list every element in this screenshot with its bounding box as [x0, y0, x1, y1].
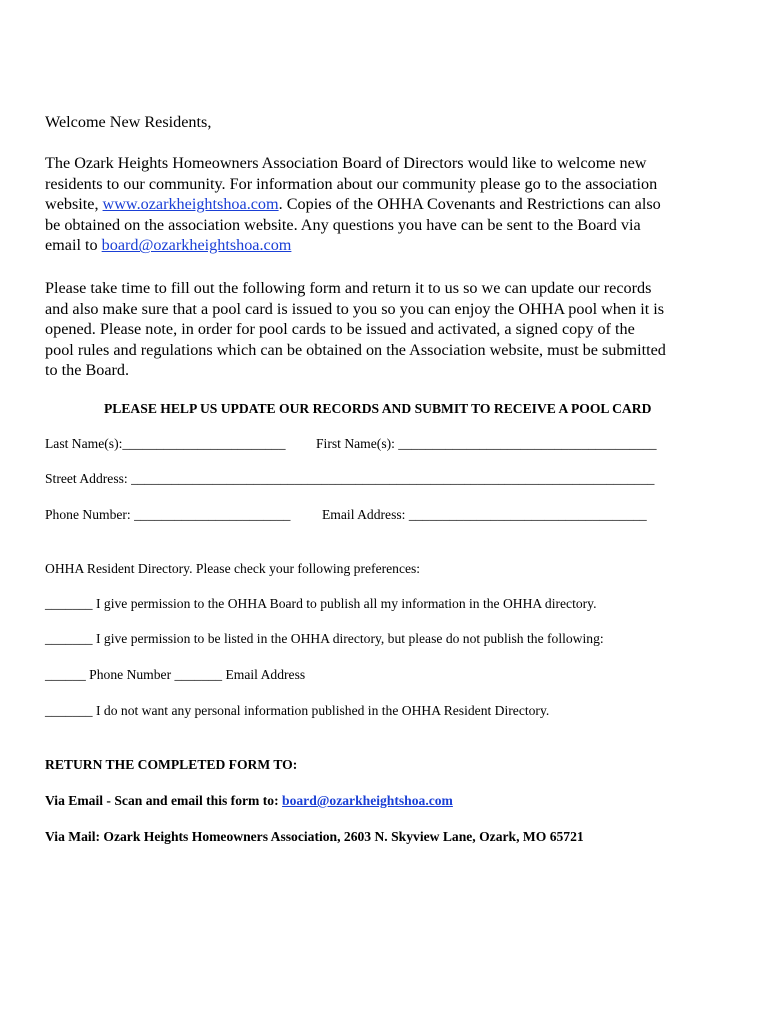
instructions-line-3: opened. Please note, in order for pool cards to be issued and activated, a signed copy of the: [45, 320, 635, 339]
board-email-link[interactable]: board@ozarkheightshoa.com: [101, 236, 292, 255]
directory-option-partial[interactable]: _______ I give permission to be listed in the OHHA directory, but please do not publish the following:: [45, 631, 604, 646]
instructions-line-2: and also make sure that a pool card is issued to you so you can enjoy the OHHA pool when it is: [45, 299, 665, 318]
last-name-field[interactable]: Last Name(s):________________________: [45, 436, 286, 451]
intro-line-5: [45, 235, 735, 256]
return-heading: RETURN THE COMPLETED FORM TO:: [45, 757, 298, 772]
directory-intro: OHHA Resident Directory. Please check your following preferences:: [45, 561, 421, 576]
intro-line-3-end: . Copies of the OHHA Covenants and Restrictions can also: [278, 195, 661, 214]
intro-line-1: The Ozark Heights Homeowners Association Board of Directors would like to welcome new: [45, 154, 647, 172]
intro-line-4: be obtained on the association website. Any questions you have can be sent to the Board via: [45, 215, 641, 234]
instructions-line-1: Please take time to fill out the following form and return it to us so we can update our records: [45, 279, 652, 297]
intro-paragraph: [45, 153, 735, 256]
first-name-field[interactable]: First Name(s): ______________________________________: [316, 436, 657, 451]
return-via-email: [45, 793, 453, 809]
directory-option-exclude-fields[interactable]: ______ Phone Number _______ Email Address: [45, 667, 306, 682]
via-email-label: Via Email - Scan and email this form to:: [45, 793, 283, 808]
return-via-mail: Via Mail: Ozark Heights Homeowners Association, 2603 N. Skyview Lane, Ozark, MO 65721: [45, 829, 584, 844]
intro-line-5-start: email to: [45, 236, 102, 255]
greeting: Welcome New Residents,: [45, 113, 212, 131]
instructions-line-5: to the Board.: [45, 361, 130, 380]
return-email-link[interactable]: board@ozarkheightshoa.com: [282, 793, 453, 808]
intro-line-3-start: website,: [45, 195, 103, 214]
phone-number-field[interactable]: Phone Number: _______________________: [45, 507, 291, 522]
directory-option-publish-all[interactable]: _______ I give permission to the OHHA Board to publish all my information in the OHHA directory.: [45, 596, 597, 611]
directory-option-none[interactable]: _______ I do not want any personal information published in the OHHA Resident Directory.: [45, 703, 550, 718]
intro-line-2: residents to our community. For information about our community please go to the association: [45, 174, 658, 193]
email-address-field[interactable]: Email Address: ___________________________________: [322, 507, 647, 522]
form-heading: PLEASE HELP US UPDATE OUR RECORDS AND SUBMIT TO RECEIVE A POOL CARD: [104, 401, 652, 416]
intro-line-3: [45, 194, 735, 215]
instructions-line-4: pool rules and regulations which can be obtained on the Association website, must be submitted: [45, 340, 666, 359]
website-link[interactable]: www.ozarkheightshoa.com: [102, 195, 279, 214]
instructions-paragraph: [45, 278, 735, 381]
street-address-field[interactable]: Street Address: _____________________________________________________________________________: [45, 471, 655, 486]
